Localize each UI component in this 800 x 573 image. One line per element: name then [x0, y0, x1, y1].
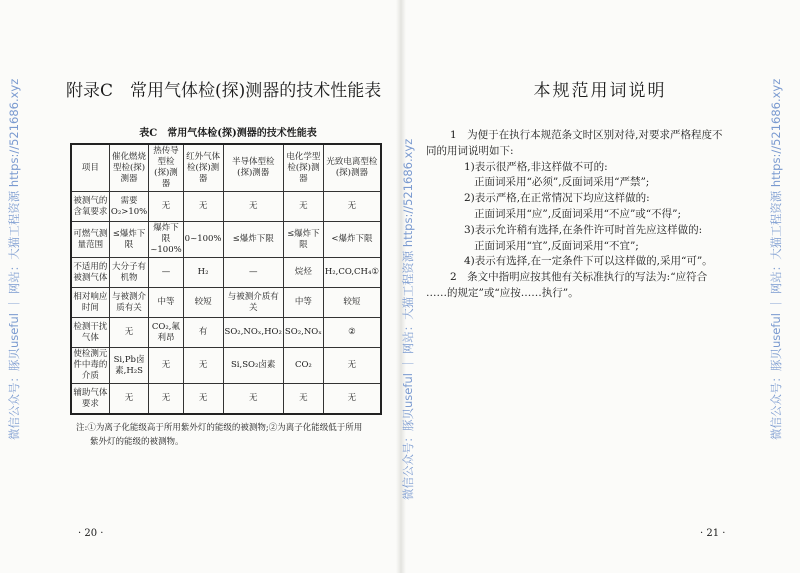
table-cell: 有: [183, 318, 223, 348]
table-cell: Si,SO₂卤素: [223, 348, 283, 384]
table-cell: CO₂: [283, 348, 323, 384]
table-cell: 无: [183, 348, 223, 384]
table-cell: 大分子有机物: [109, 258, 148, 288]
table-cell: 较短: [323, 288, 381, 318]
table-cell: ≤爆炸下限: [223, 222, 283, 258]
header-cell: 光致电离型检(探)测器: [323, 144, 381, 192]
table-cell: 无: [323, 348, 381, 384]
table-cell: 无: [283, 192, 323, 222]
table-cell: 无: [223, 384, 283, 415]
header-cell: 半导体型检(探)测器: [223, 144, 283, 192]
table-row: [71, 258, 381, 288]
table-cell: 与被测介质有关: [223, 288, 283, 318]
table-cell: 无: [283, 384, 323, 415]
header-cell: 红外气体检(探)测器: [183, 144, 223, 192]
table-cell: H₂,CO,CH₄①: [323, 258, 381, 288]
page-number-left: · 20 ·: [78, 528, 104, 539]
paragraph-line: 2 条文中指明应按其他有关标准执行的写法为:“应符合: [450, 271, 708, 284]
watermark-right: 微信公众号：豚贝useful ｜ 网站：大猫工程资源 https://521686.xyz: [769, 78, 783, 440]
table-cell: ≤爆炸下限: [109, 222, 148, 258]
detector-performance-table: [70, 143, 382, 415]
page-number-right: · 21 ·: [700, 528, 726, 539]
table-cell: —: [223, 258, 283, 288]
table-cell: <爆炸下限: [323, 222, 381, 258]
table-cell: SO₂,NOₓ: [283, 318, 323, 348]
table-cell: 0~100%: [183, 222, 223, 258]
table-row: [71, 318, 381, 348]
table-cell: 中等: [283, 288, 323, 318]
table-cell: 无: [109, 384, 148, 415]
row-label-cell: 使检测元件中毒的介质: [71, 348, 109, 384]
paragraph-line: 1)表示很严格,非这样做不可的:: [464, 160, 608, 173]
table-cell: 无: [183, 384, 223, 415]
table-cell: 中等: [149, 288, 183, 318]
table-cell: —: [149, 258, 183, 288]
table-row: [71, 288, 381, 318]
table-caption: 表C 常用气体检(探)测器的技术性能表: [139, 128, 317, 139]
note-line: 紫外灯的能级的被测物。: [90, 437, 184, 447]
table-cell: Si,Pb卤素,H₂S: [109, 348, 148, 384]
paragraph-line: 正面词采用“宜”,反面词采用“不宜”;: [474, 239, 639, 252]
table-note: [70, 421, 386, 449]
watermark-left: 微信公众号：豚贝useful ｜ 网站：大猫工程资源 https://521686.xyz: [7, 78, 21, 440]
watermark-center: 微信公众号：豚贝useful ｜ 网站：大猫工程资源 https://521686.xyz: [401, 138, 415, 500]
row-label-cell: 检测干扰气体: [71, 318, 109, 348]
table-cell: ②: [323, 318, 381, 348]
table-row: [71, 222, 381, 258]
table-cell: 爆炸下限~100%: [149, 222, 183, 258]
table-row: [71, 192, 381, 222]
row-label-cell: 可燃气测量范围: [71, 222, 109, 258]
paragraph-line: 4)表示有选择,在一定条件下可以这样做的,采用“可”。: [464, 255, 713, 268]
table-cell: ≤爆炸下限: [283, 222, 323, 258]
header-cell: 催化燃烧型检(探)测器: [109, 144, 148, 192]
table-cell: 无: [223, 192, 283, 222]
row-label-cell: 相对响应时间: [71, 288, 109, 318]
paragraph-line: 3)表示允许稍有选择,在条件许可时首先应这样做的:: [464, 223, 703, 236]
appendix-title: 附录C 常用气体检(探)测器的技术性能表: [66, 81, 382, 101]
wording-body: [426, 128, 746, 302]
table-cell: 较短: [183, 288, 223, 318]
table-cell: 无: [323, 384, 381, 415]
table-cell: 无: [109, 318, 148, 348]
paragraph-line: 1 为便于在执行本规范条文时区别对待,对要求严格程度不: [450, 129, 723, 141]
table-row: [71, 348, 381, 384]
header-cell: 项目: [71, 144, 109, 192]
table-row: [71, 384, 381, 415]
row-label-cell: 被测气的含氧要求: [71, 192, 109, 222]
table-cell: 无: [323, 192, 381, 222]
table-cell: 与被测介质有关: [109, 288, 148, 318]
table-cell: CO₂,氟利昂: [149, 318, 183, 348]
table-cell: 烷烃: [283, 258, 323, 288]
wording-title: 本规范用词说明: [533, 81, 667, 101]
table-section: [70, 143, 386, 449]
note-line: 注:①为离子化能级高于所用紫外灯的能级的被测物;②为离子化能级低于所用: [76, 423, 363, 433]
table-cell: 需要O₂>10%: [109, 192, 148, 222]
table-cell: 无: [183, 192, 223, 222]
paragraph-line: ……的规定”或“应按……执行”。: [426, 286, 579, 299]
header-cell: 热传导型检(探)测器: [149, 144, 183, 192]
row-label-cell: 辅助气体要求: [71, 384, 109, 415]
table-cell: 无: [149, 384, 183, 415]
table-cell: 无: [149, 348, 183, 384]
paragraph-line: 正面词采用“必须”,反面词采用“严禁”;: [474, 176, 650, 189]
table-cell: 无: [149, 192, 183, 222]
table-header-row: [71, 144, 381, 192]
paragraph-line: 同的用词说明如下:: [426, 144, 514, 157]
row-label-cell: 不适用的被测气体: [71, 258, 109, 288]
table-cell: SO₂,NOₓ,HO₂: [223, 318, 283, 348]
paragraph-line: 正面词采用“应”,反面词采用“不应”或“不得”;: [474, 207, 682, 220]
paragraph-line: 2)表示严格,在正常情况下均应这样做的:: [464, 192, 650, 205]
header-cell: 电化学型检(探)测器: [283, 144, 323, 192]
table-cell: H₂: [183, 258, 223, 288]
